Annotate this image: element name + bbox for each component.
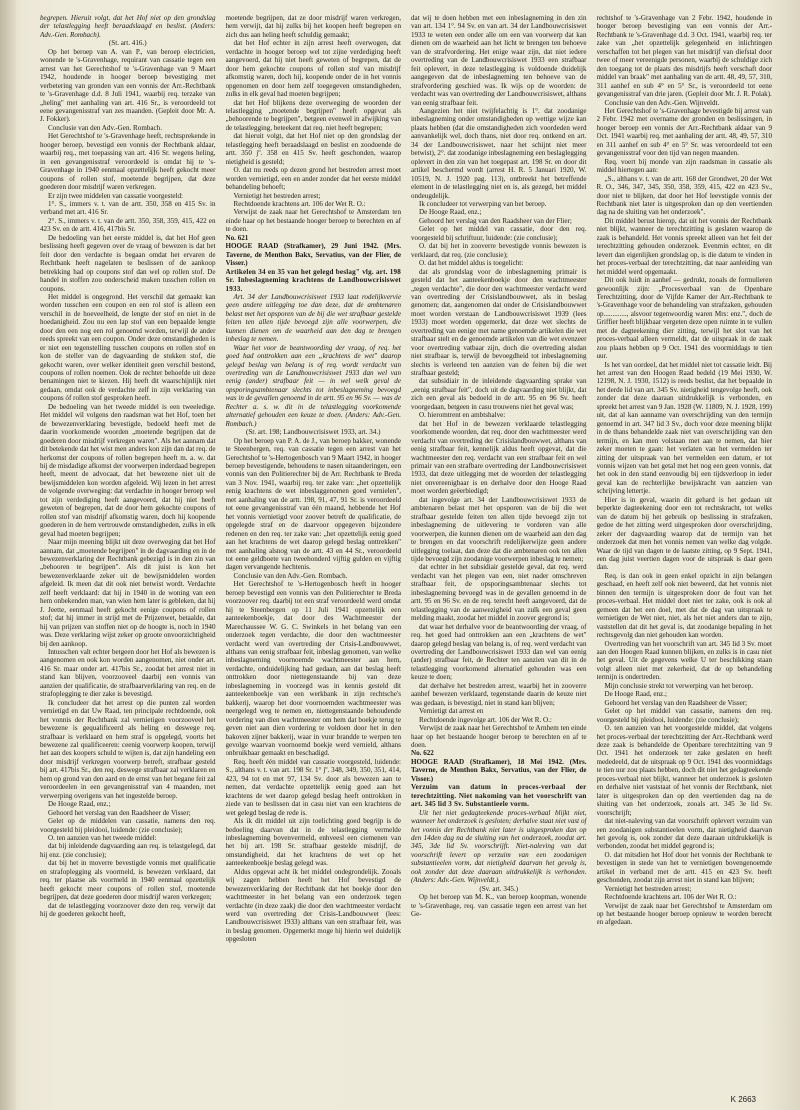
paragraph: Conclusie van den Adv.-Gen. Wijnveldt. bbox=[604, 98, 720, 107]
paragraph: (Sr. art. 198; Landbouwcrisiswet 1933, art. 34.) bbox=[245, 428, 381, 437]
paragraph: dat bij het in moverre bevestigde vonnis met qualificatie en strafoplegging als voormeld, is bewezen verklaard, dat req. ter plaatse als voormeld in 1940 eenmaal opzettelijk heeft gekocht meer coupons of rollen stof, moetende begrijpen, dat deze goederen door misdrijf waren verkregen; bbox=[40, 859, 216, 902]
paragraph: Gelet op de middelen van cassatie, namens den req. voorgesteld bij pleidooi, luidende: (zie conclusie); bbox=[40, 817, 216, 834]
paragraph: dat niet-naleving van dat voorschrift oplevert verzuim van een zoodanigen substantieelen vorm, dat nietigheid daarvan het gevolg is, ook zonder dat deze daaraan uitdrukkelijk is verbonden, zoodat het middel gegrond is; bbox=[596, 817, 772, 851]
paragraph: Er zijn twee middelen van cassatie voorgesteld: bbox=[48, 191, 183, 200]
paragraph: De Hooge Raad, enz.; bbox=[604, 690, 667, 699]
paragraph: dat waar het derhalve voor de beantwoording der vraag, of req. het goed had onttrokken aan een „krachtens de wet" daarop gelegd beslag van belang is, of req. werd verdacht van overtreding der Landbouwcrisiswet 1933 dan wel van eenig (ander) strafbaar feit, de Rechter ten aanzien van dit in de telastlegging voorkomend alternatief gehouden was een keuze te doen; bbox=[411, 622, 587, 682]
paragraph: dat het Hof echter in zijn arrest heeft overwogen, dat verdachte in hooger beroep wel tot zijne verdediging heeft aangevoerd, dat hij niet heeft geweten of begrepen, dat de door hem gekochte coupons of rollen stof van misdrijf afkomstig waren, doch hij, koopende onder de in het vonnis opgenomen en door hem zelf toegegeven omstandigheden, zulks in elk geval had moeten begrijpen; bbox=[225, 39, 401, 99]
paragraph: Mijn conclusie strekt tot verwerping van het beroep. bbox=[604, 681, 754, 690]
text-columns bbox=[40, 14, 772, 1086]
paragraph: No. 621 bbox=[225, 233, 249, 242]
paragraph: O. dat nu reeds op dezen grond het bestreden arrest moet worden vernietigd, een en ander zonder dat het eerste middel behandeling behoeft; bbox=[225, 166, 401, 192]
paragraph: O. dat het middel aldus is toegelicht: bbox=[419, 259, 524, 268]
paragraph: HOOGE RAAD (Strafkamer), 18 Mei 1942. (Mrs. Taverne, de Menthon Bakx, Servatius, van der Flier, de Visser.) bbox=[411, 757, 587, 783]
page-binding-shadow bbox=[0, 0, 16, 1110]
paragraph: O. ten aanzien van het voorgestelde middel, dat volgens het proces-verbaal der terechtzitting der Arr.-Rechtbank werd deze zaak is behandelde de Openbare terechtzitting van 9 Oct. 1941 het onderzoek ter zake geslaten en heeft mededeeld, dat de uitspraak op 9 Oct. 1941 des voormiddags te tien uur zou plaats hebben, doch dit niet het gedagteekende proces-verbaal niet blijkt, wanneer het onderzoek is gesloten en derhalve niet vaststaat of het vonnis der Rechtbank, niet later is uitgesproken dan op den veertienden dag na de sluiting van het onderzoek, zooals art. 345 3e lid Sv. voorschrijft; bbox=[596, 724, 772, 817]
paragraph: O. dat bij het in zooverre bevestigde vonnis bewezen is verklaard, dat req. (zie conclusie); bbox=[411, 242, 587, 259]
paragraph: Gehoord het verslag van den Raadsheer van der Flier; bbox=[419, 216, 572, 225]
paragraph: Aldus opgevat acht ik het middel ondegrondelijk. Zooals wij zagen hebben heeft het Hof bevestigd de bewezenverklaring der Rechtbank dat het boekje door den wachtmeester in het belang van een onderzoek tegen verdachte (in deze zaak) die door den wachtmeester verdacht werd van overtreding der Crisis-Landbouwwet (lees: Landbouwcrisiswet 1933) althans van een strafbaar feit, was in beslag genomen. Opgemerkt moge hij hierin wel duidelijk opgesloten bbox=[225, 867, 401, 944]
paragraph: moetende begrijpen, dat ze door misdrijf waren verkregen, hem verwijt, dat hij zulks bij het koopen heeft begrepen en zich dus aan heling heeft schuldig gemaakt; bbox=[225, 14, 401, 39]
paragraph: HOOGE RAAD (Strafkamer), 29 Juni 1942. (Mrs. Taverne, de Menthon Bakx, Servatius, van der Flier, de Visser.) bbox=[225, 242, 401, 268]
paragraph: Intusschen valt echter betgeen door het Hof als bewezen is aangenomen en ook kon worden aangenomen, niet onder art. 416 Sr. maar onder art. 417bis Sr., zoodat het arrest niet in stand kan blijven, voorzooveel daarbij een vonnis van aanzien der qualificatie, de strafbaarverklaring van req. en de strafoplegging te dier zake is bevestigd. bbox=[40, 647, 216, 699]
paragraph: dat als grondslag voor de inbeslagneming primair is gesteld dat het aanteekenboekje door den wachtmeester „tegen verdachte", die door den wachtmeester verdacht werd van overtreding der Crisislandbouwwet, als in beslag genomen; dat, aangenomen dat onder de Crisislandbouwwet moet worden verstaan de Landbouwcrisiswet 1939 (lees 1933) moet worden opgemerkt, dat deze wet slechts de overtreding van eenige met name genoemde artikelen die wet strafbaar stelt en de genoemde artikelen van die wet evenzeer voor overtreding vatbaar zijn, doch die overtreding alsdan niet strafbaar is, terwijl de bevoegdheid tot inbeslagneming slechts is verleend ten aanzien van de feiten bij die wet strafbaar gesteld; bbox=[411, 267, 587, 378]
paragraph: rechtshof te 's-Gravenhage van 2 Febr. 1942, houdende in hooger beroep bevestiging van een vonnis der Arr.-Rechtbank te 's-Gravenhage d.d. 3 Oct. 1941, waarbij req. ter zake van „het opzettelijk gelegenheid en inlichtingen verschaffen tot het plegen van het misdrijf van diefstal door twee of meer vereenigde personen, waarbij de schuldige zich den toegang tot de plaats des misdrijfs heeft verschaft door middel van braak" met aanhaling van de artt. 48, 49, 57, 310, 311 aanhef en sub 4° en 5° Sr., is veroordeeld tot eene gevangenisstraf van drie jaren. (Gepleit door Mr. J. R. Polak). bbox=[596, 14, 772, 99]
paragraph: (St. art. 416.) bbox=[108, 39, 147, 48]
paragraph: Dit ook luidt in aanhef — gedrukt, zooals de formulieren gewoonlijk zijn: „Procesverbaal van de Openbare Terechtzitting, door de Vijfde Kamer der Arr.-Rechtbank te 's-Gravenhage voor de behandeling van strafzaken, gehouden op............., alsvoor tegenwoordig waren Mrs: enz.", doch de Griffier heeft blijkbaar vergeten deze open ruimte in te vullen met de dagteekening dier zitting, terwijl het slot van het proces-verbaal alleen vermeldt, dat de uitspraak in de zaak zou plaats hebben op 9 Oct. 1941 des voormiddags te tien uur. bbox=[596, 276, 772, 361]
paragraph: Gehoord het verslag van den Raadsheer de Visser; bbox=[604, 698, 748, 707]
page-code: K 2663 bbox=[730, 1095, 756, 1104]
paragraph: Vernietigt het bestreden arrest; bbox=[233, 191, 321, 200]
paragraph: O. dat mitsdien het Hof door het vonnis der Rechtbank te bevestigen in stede van het te vernietigen bovengenoemde artikel in verband met de artt. 415 en 423 Sv. heeft geschonden, zoodat zijn arrest niet in stand kan blijven; bbox=[596, 850, 772, 885]
paragraph: Rechtdoende ingevolge art. 106 der Wet R. O.: bbox=[419, 715, 552, 724]
paragraph: Rechtdoende krachtens art. 106 der Wet R. O.: bbox=[233, 199, 366, 208]
paragraph: Art. 34 der Landbouwcrisiswet 1933 laat rodelijkvervie geen andere uitlegging toe dan deze, dat de ambtenaren belast met het opsporen van de bij die wet strafbaar gestelde feiten ten allen tijde bevoegd zijn alle voorwerpen, die kunnen dienen om de waarheid aan den dag te brengen inbeslag te nemen. bbox=[225, 292, 401, 344]
paragraph: De bedoeling van het eerste middel is, dat het Hof geen beslissing heeft gegeven over de vraag of bewezen is dat het feit door den verdachte is begaan omdat het ervaren de Rechtbank heeft nagelaten te beslissen of de aankoop betrekking had op coupons stof dan wel op rollen stof. De handel in stoffen zou onderscheid maken tusschen rollen en coupons. bbox=[40, 233, 216, 293]
paragraph: Naar mijn meening blijkt uit deze overweging dat het Hof aannam, dat „moetende begrijpen" in de dagvaarding en in de bewezenverklaring der Rechtbank gebezigd is in den zin van „behooren te begrijpen". Als dit juist is kon het bewezenverklaarde zeker uit de bewijsmiddelen worden afgeleid. Ik meen dat dit ook niet betwist wordt. Verdachte zelf heeft verklaard: dat hij in 1940 in de woning van een hem onbekenden man, van wien hem later is gebleken, dat hij J. Jeette, eenmaal heeft gekocht eenige coupons of rollen stof; dat hij immer in strijd met de Prijzenwet, betaalde, dat hij van prijzen van stoffen niet op de hoogte is, noch in 1940 was. Deze verklaring wijst zeker op groote onvoorzichtigheid bij den aankoop. bbox=[40, 538, 216, 648]
paragraph: (Sv. art. 345.) bbox=[479, 884, 519, 893]
paragraph: Aangezien het niet twijfelachtig is 1°. dat zoodanige inbeslagneming onder omstandigheden op wettige wijze kan plaats hebben (dat die omstandigheden zich voordeden werd aanvankelijk wel, doch thans, niet door req. ontkend en art. 34 der Landbouwcrisiswet, naar het schijnt niet meer betwist), 2°. dat zoodanige inbeslagneming een beslaglegging oplevert in den zin van het toegepast art. 198 Sr. en door dit artikel beschermd wordt (arrest H. R. 5 Januari 1920, W. 10519, N. J. 1920 pag. 113), ontbreekt het betreffende element in de telastlegging niet en is, als gezegd, het middel ondeugdelijk. bbox=[411, 106, 587, 200]
paragraph: Als ik dit middel uit zijn toelichting goed begrijp is de bedoeling daarvan dat in de telastlegging vermelde inbeslagneming bovenvermeld, enhveesl een ciemenen van het bij art. 198 Sr. strafbaar gestelde misdrijf, de omstandigheid, dat het krachtens de wet op het aanteekenboekje beslag gelegd was. bbox=[225, 817, 401, 868]
paragraph: Verwijst de zaak naar het Gerechtshof te Amsterdam ten einde haar op het bestaande hooger beroep te berechten en af te doen. bbox=[225, 208, 401, 234]
paragraph: Op het beroep van A. van P., van beroep electricien, wonende te 's-Gravenhage, requirant van cassatie tegen een arrest van het Gerechtshof te 's-Gravenhage van 9 Maart 1942, houdende in hooger beroep bevestiging met verbetering van gronden van een vonnis der Arr.-Rechtbank te 's-Gravenhage d.d. 8 Juli 1941, waarbij req. terzake van „heling" met aanhaling van art. 416 Sr., is veroordeeld tot eene gevangenisstraf van zes maanden. (Gepleit door Mr. A. J. Fokker). bbox=[40, 47, 216, 124]
paragraph: Conclusie van den Adv.-Gen. Rombach. bbox=[48, 123, 163, 132]
paragraph: O. ten aanzien van het tweede middel: bbox=[48, 833, 157, 842]
paragraph: Artikelen 34 en 35 van het gelegd beslag" vlg. art. 198 Sr. Inbeslagneming krachtens de Landbouwcrisiswet 1933. bbox=[225, 267, 401, 293]
column-1 bbox=[40, 14, 216, 1086]
paragraph: Uit het niet gedagteekende proces-verbaal blijkt niet, wanneer het onderzoek is gesloten; derhalve staat niet vast of het vonnis der Rechtbank niet later is uitgesproken dan op den 14den dag na de sluiting van het onderzoek, zoodat art. 345, 3de lid Sv. voorschrijft. Niet-naleving van dat voorschrift levert op verzuim van een zoodanigen substantieelen vorm, dat nietigheid daarvan het gevolg is, ook zonder dat deze daaraan uitdrukkelijk is verbonden. (Anders: Adv.-Gen. Wijnveldt.). bbox=[411, 808, 587, 885]
paragraph: Gelet op het middel van cassatie, namens den req. voorgesteld bij pleidooi, luidende: (zie conclusie); bbox=[596, 707, 772, 724]
paragraph: De bedoeling van het tweede middel is een tweeledige. Het middel wil volgens den raadsman wat het Hof, toen het de bewezenverklaring bevestigde, bedoeld heeft met de daarin voorkomende woorden „moetende begrijpen dat de goederen door misdrijf verkregen waren". Als het aannam dat dit betekende dat het wist men anders kon zijn dan dat req. de herkomst der coupons of rollen begrepen heeft m. a. w. dat hij de misdadige afkomst der voorwerpen inderdaad begrepen heeft, meent de advocaat, dat het bewezene niet uit de bewijsmiddelen kon worden afgeleid. Wij lezen in het arrest de volgende overweging: dat verdachte in hooger beroep wel tot zijn verdediging heeft aangevoerd, dat hij niet heeft geweten of begrepen, dat de door hem gekochte coupons of rollen stof van misdrijf afkomstig waren, doch hij koopende goederen in de hem vertrouwde omstandigheden, zulks in elk geval had moeten begrijpen; bbox=[40, 402, 216, 538]
paragraph: Dit middel berust hierop, dat uit het vonnis der Rechtbank niet blijkt, wanneer de terechtzitting is geslaten waarop de zaak is behandeld. Het vonnis spreekt alleen van het feit der terechtzitting gehouden onderzoek. Evenmin echter, en dit levert dan eigenlijken grondslag op, is die datum te vinden in het proces-verbaal der terechtzitting, dat naar aanleiding van het middel werd opgemaakt. bbox=[596, 216, 772, 276]
paragraph: Ik concludeer tot verwerping van het beroep. bbox=[419, 199, 547, 208]
paragraph: dat hieruit volgt, dat het Hof niet op den grondslag der telastlegging heeft beraadslaagd en beslist en zoodoende de artt. 350 jº. 358 en 415 Sv. heeft geschonden, waarop nietigheid is gesteld; bbox=[225, 132, 401, 166]
paragraph: Vernietigt het bestreden arrest; bbox=[604, 884, 692, 893]
paragraph: Het Gerechtshof te 's-Hertogenbosch heeft in hooger beroep bevestigd een vonnis van den Politierechter te Breda voorzoover req. daarbij tot een straf veroordeeld werd omdat hij te Steenbergen op 11 Juli 1941 opzettelijk een aanteekenboekje, dat door des Wachtmeester der Marechaussee W. G. C. Swinkels in het belang van een onderzoek tegen verdachte, die door den wachtmeester verdacht werd van overtreding der Crisis-Landbouwwet, althans van eenig strafbaar feit, inbeslag genomen, van welke inbeslagneming voornoemde wachtmeester aan hem, verdachte, onduidelijking had gedaan, aan dat beslag heeft onttrokken door niettegenstaande bij van deze inbeslagneming in voorzegd was in kennis gesteld dit aanteekenboekje van een werkbank in zijn rechtsche's bakkerij, waarop het door voornoemden wachtmeester was neergelegd weg te nemen en, niettegenstaande behoudende vordering van dien wachtmeester om hem dat boekje terug te geven niet aan dien vordering te voldoen door het in den bakoven zijner bakkerij, waar in vuur brandde te werpen ten gevolge waarvan voornoemd boekje werd vernield, althans onbruikbaar gemaakt en beschadigd. bbox=[225, 580, 401, 758]
paragraph: Rechtdoende krachtens art. 106 der Wet R. O.: bbox=[604, 893, 737, 902]
paragraph: begrepen. Hieruit volgt, dat het Hof niet op den grondslag der telastlegging heeft beraadslaagd en beslist. (Anders: Adv.-Gen. Rombach). bbox=[40, 14, 216, 39]
paragraph: Het Gerechtshof te 's-Gravenhage bevestigde bij arrest van 2 Febr. 1942 met overname der gronden en beslissingen, in hooger beroep een vonnis der Arr.-Rechtbank aldaar van 9 Oct. 1941 waarbij req. met aanhaling der artt. 48, 49, 57, 310 en 311 aanhef en sub 4° en 5° Sr. was veroordeeld tot een gevangenisstraf voor den tijd van negen maanden. bbox=[596, 106, 772, 158]
paragraph: Gelet op het middel van cassatie, door den req. voorgesteld bij schriftuur, luidende: (zie conclusie); bbox=[411, 225, 587, 242]
paragraph: dat derhalve het bestreden arrest, waarbij het in zooverre aanhef bewezen verklaard, tegenstande daarin de keuze niet was gedaan, is bevestigd, niet in stand kan blijven; bbox=[411, 681, 587, 707]
paragraph: De Hooge Raad, enz.; bbox=[419, 208, 482, 217]
paragraph: Op het beroep van M. K., van beroep koopman, wonende te 's-Gravenhage, req. van cassatie tegen een arrest van het Ge- bbox=[411, 893, 587, 919]
paragraph: Hier is in geval, waarin dit gehard is het gedaan uit beperkte dagteekening door een tot rechtskracht, tot welks van de datum bij het gebruik op beslissing in strafzaken, gedoe de het zitting werd uitgesproken door overschrijding, zeker der dagvaarding waarop dat de termijn van het onderzoek dat men het vonnis nemen van welke dag volgde. Waar de tijd van dagen te de laatste zitting, op 9 Sept. 1941, een dag juist veertien dagen voor de uitspraak is daar geen dan. bbox=[596, 495, 772, 572]
paragraph: 1°. S., immers v. t. van de artt. 350, 358 en 415 Sv. in verband met art. 416 Sr. bbox=[40, 199, 216, 217]
column-3 bbox=[411, 14, 587, 1086]
paragraph: dat het Hof in de bewezen verklaarde telastlegging voorkomende woorden, dat req. door den wachtmeester werd verdacht van overtreding der Crisislandbouwwet, althans van eenig strafbaar feit, kennelijk aldus heeft opgevat, dat die wachtmeester den req. verdacht van een strafbaar feit en wel primair van een strafbare overtreding der Landbouwcrisiswet 1933, dat deze uitlegging met de woorden der telastlegging niet onvereenigbaar is en derhalve door den Hooge Raad moet worden geëerbiedigd; bbox=[411, 419, 587, 496]
paragraph: Waar het voor de beantwoording der vraag, of req. het goed had onttrokken aan een „krachtens de wet" daarop gelegd beslag van belang is of req. wordt verdacht van overtreding van de Landbouwcrisiswet 1933 dan wel van eenig (ander) strafbaar feit — in wel welk geval de opsporingsambtenaar slechts tot inbeslagneming bevoegd was in de gevallen genoemd in de artt. 95 en 96 Sv. — was de Rechter a. s. w. dit in de telastlegging voorkomende alternatief gehouden een keuze te doen. (Anders: Adv.-Gen. Rombach.) bbox=[225, 343, 401, 428]
paragraph: O. hieromtrent en ambtshalve: bbox=[419, 411, 506, 420]
paragraph: No. 622 bbox=[411, 749, 434, 758]
paragraph: Het middel is ongegrond. Het verschil dat gemaakt kan worden tusschen een coupon en een rol stof is alleen een verschil in de hoeveelheid, de lengte der stof en niet in de hoedanigheid. Zou nu een lap stof van een bepaalde lengte door den een nog een rol genoemd worden, terwijl de ander reeds spreekt van een coupon. Onder deze omstandigheden is er niet een tegenstelling tusschen coupons en rollen stof en kon de steller van de dagvaarding de stukken stof, die gekocht waren, over welker identiteit geen verschil bestond, coupons of rollen noemen. Ook de rechter behoefde uit deze benamingen niet te kiezen. Hij heeft dit waarschijnlijk niet gedaan, omdat ook de verdachte zelf in zijn verklaring van coupons óf rollen stof gesproken heeft. bbox=[40, 292, 216, 403]
paragraph: Is het van oordeel, dat het middel niet tot cassatie leidt. Bij het arrest van den Hoogen Raad bedeld (19 Mei 1930, W. 12198, N. J. 1930, 1512) is reeds beslist, dat het bepaalde in het derde lid van art. 345 Sv. nietigheid tengevolge heeft, ook zonder dat deze daaraan uitdrukkelijk is verbonden, en spreekt het arrest van 9 Jan. 1928 (W. 11809, N. J. 1928, 199) uit, dat al kan aanname van overschrijding van den termijn genoemd in art. 347 lid 3 Sv., doch voor deze meening blijkt in de thans behandelde zaak niet van overschrijding van den termijn, en kan men volstaan met aan te nemen, dat hier zeker moeten te gaan: het verlaten van het vermelden ter zitting der uitspraak van het vermelden een datum, er tot vonnis wijzen van het getal met het nog een geen vonnis, dat het ook in den stand eenvoudig bij een tijdsverloop in ieder geval kan de rechterlijke bewijskracht van aanzien van schrijving lettertje. bbox=[596, 360, 772, 496]
paragraph: dat echter in het subsidiair gestelde geval, dat req. werd verdacht van het plegen van een, niet nader omschreven strafbaar feit, de opsporingsambtenaar slechts tot inbeslagneming bevoegd was in de gevallen genoemd in de artt. 95 en 96 Sv. en de req. terecht heeft aangevoerd, dat de telastlegging van de aanwezigheid van zulk een geval geen melding maakt, zoodat het middel in zoover gegrond is; bbox=[411, 563, 587, 623]
paragraph: Gehoord het verslag van den Raadsheer de Visser; bbox=[48, 808, 191, 817]
paragraph: Op het beroep van P. A. de J., van beroep bakker, wonende te Steenbergen, req. van cassatie tegen een arrest van het Gerechtshof te 's-Hertogenbosch van 9 Maart 1942, in hooger beroep bevestigende, behoudens te nasen uitaanderingen, een vonnis van den Politierechter bij de Arr. Rechtbank te Breda van 3 Nov. 1941, waarbij req. ter zake van: „het opzettelijk eenig krachtens de wet inbeslaggenomen goed vernielen", met aanhaling van de artt. 198, 91, 47, 91 Sr. is veroordeeld tot eene gevangenisstraf van één maand, hebbende het Hof het vonnis vernietigd voor zoover betreft de qualificatie, de opgelegde straf en de daarvoor opgegeven bijzondere redenen en den req. ter zake van: „het opzettelijk eenig goed aan het krachtens de wet daarop gelegd beslag onttrekken" met aanhaling alsnog van de artt. 43 en 44 Sr., veroordeeld tot eene geldboete van tweehonderd vijftig gulden en vijftig dagen vervangende hechtenis. bbox=[225, 436, 401, 572]
paragraph: dat de telastlegging voorzoover deze den req. verwijt dat hij de goederen gekocht heeft, bbox=[40, 901, 216, 919]
paragraph: Verzuim van datum in proces-verbaal der terechtzitting. Niet nakoming van het voorschrift van art. 345 lid 3 Sv. Substantieele vorm. bbox=[411, 783, 587, 809]
paragraph: dat het Hof blijkens deze overweging de woorden der telastlegging „moetende begrijpen" heeft opgevat als „behoorende te begrijpen", betgeen evenwel in afwijking van de telastlegging, beteekent dat req. niet heeft begrepen; bbox=[225, 98, 401, 132]
paragraph: Ik concludeer dat het arrest op die punten zal worden vernietigd en dat Uw Raad, ten principale rechtdoende, ook het vonnis der Rechtbank zal vernietigen voorzooveel het bewezene is gequalificeerd als heling en deswege req. strafbaar is verklaard en hem straf is opgelegd, voorts het bewezene zal qualificeeren: ceenig voorwerp koopen, terwijl het aan des koopers schuld te wijten is, dat zijn handeling een door misdrijf verkregen voorwerp betreft, strafbaar gesteld bij art. 417bis Sr., den req. deswege strafbaar zal verklaren en hem op grond van den aard en de ernst van het begane feit zal veroordeelen in een gevangenisstraf van 4 maanden, met verwerping overigens van het ingestelde beroep. bbox=[40, 698, 216, 800]
paragraph: dat subsidiair in de inleidende dagvaarding sprake van „eenig strafbaar feit", doch uit de dagvaarding niet blijkt, dat zich een geval als bedoeld in de artt. 95 en 96 Sv. heeft voorgedaan, betgeen in casu trouwens niet het geval was; bbox=[411, 377, 587, 411]
column-4 bbox=[597, 14, 773, 1086]
paragraph: „S., althans v. t. van de artt. 168 der Grondwet, 20 der Wet R. O., 346, 347, 345, 350, 358, 359, 415, 422 en 423 Sv., door niet te blijken, dat door het Hof leevstigde vonnis der Rechtbank niet later is uitgesproken dan op den veertienden dag na de sluiting van het onderzoek". bbox=[596, 174, 772, 217]
paragraph: Verwijst de zaak naar het Gerechtshof te Arnhem ten einde haar op het bestaande hooger beroep te berechten en af te doen. bbox=[411, 724, 587, 749]
paragraph: Vernietigt dat arrest en bbox=[419, 707, 484, 716]
paragraph: Req. heeft één middel van cassatie voorgesteld, luidende: S., althans v. t. van art. 198 Sr. 1° jº. 348, 349, 350, 351, 414, 423, 94 tot en met 97, 134 Sv. door als bewezen aan te nemen, dat verdachte opzettelijk eenig goed aan het krachtens de wet daarop gelegd beslag heeft onttrokken in ziede van te beslissen dat in casu niet van een krachtens de wet gelegd beslag de rede is. bbox=[225, 757, 401, 817]
paragraph: Req. voert bij monde van zijn raadsman in cassatie als middel hiertegen aan: bbox=[596, 157, 772, 175]
paragraph: 2°. S., immers v. t. van de artt. 350, 358, 359, 415, 422 en 423 Sv. en de artt. 416, 417bis Sr. bbox=[40, 216, 216, 234]
paragraph: dat wij te doen hebben met een inbeslagneming in den zin van art. 134 1°. 94 Sv. en van art. 34 der Landbouwcrisiswet 1933 te weten een onder alle om een van voorwerp dat kan dienen om de waarheid aan het licht te brengen ten behoeve van de strafvordering. Het enige waar zijn, dat niet iedere overtreding van de Landbouwcrisiswet 1933 een strafbaar feit oplevert, in deze telastlegging is voldoende duidelijk aangegeven dat de inbeslagneming ten behoeve van de strafvordering geschied was. Ik wijs op de woorden: de verdacht was van overtreding der Landbouwcrisiswet, althans van eenig strafbaar feit. bbox=[411, 14, 587, 107]
paragraph: Het Gerechtshof te 's-Gravenhage heeft, rechtsprekende in hooger beroep, bevestigd een vonnis der Rechtbank aldaar, waarbij req., met toepassing van art. 416 Sr. wegens heling, in een gevangenisstraf veroordeeld is omdat hij te 's-Gravenhage in 1940 eenmaal opzettelijk heeft gekocht meer coupons of rollen stof, moetende begrijpen, dat deze goederen door misdrijf waren verkregen. bbox=[40, 132, 216, 192]
paragraph: dat ingevolge art. 34 der Landbouwcrisiswet 1933 de ambtenaren belast met het opsporen van de bij die wet strafbaar gestelde feiten ten allen tijde bevoegd zijn tot inbeslagneming de uitlevering te vorderen van alle voorwerpen, die kunnen dienen om de waarheid aan den dag te brengen en dat voorschrift redelijkerwijze geen andere uitlegging toelaat, dan deze dat die ambtenaren ook ten allen tijde bevoegd zijn zoodanige voorwerpen inbeslag te nemen; bbox=[411, 495, 587, 563]
paragraph: De Hooge Raad, enz.; bbox=[48, 800, 111, 809]
paragraph: Overtreding van het voorschrift van art. 345 lid 3 Sv. moet aan den Hoogen Raad kunnen blijken, en zulks is in casu niet het geval. Uit de gegevens welke U ter beschikking staan volgt alleen niet met zekerheid, dat de op behandeling termijn is ondertreden. bbox=[596, 639, 772, 682]
paragraph: dat bij inleidende dagvaarding aan req. is telastgelegd, dat hij enz. (zie conclusie); bbox=[40, 842, 216, 859]
paragraph: Req. is dan ook in geen enkel opzicht in zijn belangen geschaad, en heeft zelf ook niet beweerd, dat het vonnis niet binnen den termijn is uitgesproken door de fout van het proces-verbaal. Het middel doet niet ter zake, ook is ook al gemeen dat het een doel, met dat de dag van uitspraak te vernietigen de Wet niet, niet, als het niet anders dan te zijn, vaststellen dat dit het geval is, dat zoodanige bepaling in het rechtsgevolg dan niet gehouden kan worden. bbox=[596, 571, 772, 640]
column-2 bbox=[226, 14, 402, 1086]
paragraph: Verwijst de zaak naar het Gerechtshof te Amsterdam om op het bestaande hooger beroep opnieuw te worden berecht en afgedaan. bbox=[596, 901, 772, 927]
paragraph: Conclusie van den Adv.-Gen. Rombach. bbox=[233, 571, 348, 580]
